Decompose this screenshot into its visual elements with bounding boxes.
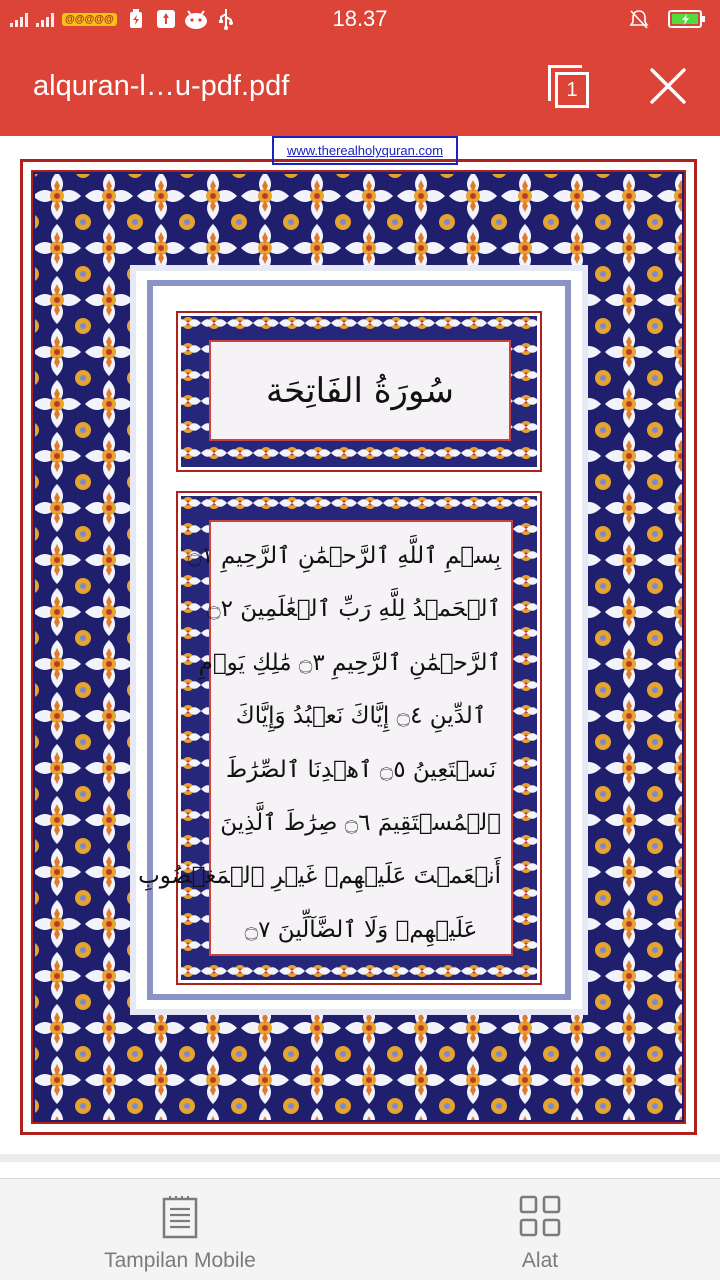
status-bar (0, 0, 720, 38)
document-title: alquran-l…u-pdf.pdf (33, 70, 290, 102)
verse-line: ٱلۡمُسۡتَقِيمَ ۝٦ صِرَٰطَ ٱلَّذِينَ (220, 810, 501, 837)
battery-charging-icon (668, 10, 706, 28)
close-button[interactable] (646, 64, 690, 108)
pdf-page (20, 159, 697, 1135)
verse-line: عَلَيۡهِمۡ وَلَا ٱلضَّآلِّينَ ۝٧ (244, 916, 478, 943)
verses-box (138, 520, 513, 956)
verse-line: بِسۡمِ ٱللَّهِ ٱلرَّحۡمَٰنِ ٱلرَّحِيمِ ۝١ (187, 543, 501, 569)
tools-button[interactable] (480, 1179, 600, 1281)
website-link[interactable]: www.therealholyquran.com (272, 136, 458, 165)
document-lines-icon (162, 1195, 198, 1239)
verse-line: ٱلرَّحۡمَٰنِ ٱلرَّحِيمِ ۝٣ مَٰلِكِ يَوۡمِ (198, 649, 501, 676)
close-icon (646, 64, 690, 108)
mobile-view-label: Tampilan Mobile (104, 1249, 256, 1272)
page-separator (0, 1154, 720, 1162)
surah-title: سُورَةُ الفَاتِحَة (265, 370, 455, 411)
mobile-view-button[interactable] (90, 1179, 270, 1281)
surah-title-box (209, 340, 511, 441)
verse-line: نَسۡتَعِينُ ۝٥ ٱهۡدِنَا ٱلصِّرَٰطَ (225, 756, 497, 783)
silent-bell-icon (628, 8, 650, 30)
pages-button[interactable] (542, 62, 594, 114)
grid-icon (519, 1195, 561, 1237)
bottom-toolbar (0, 1178, 720, 1280)
verse-line: أَنۡعَمۡتَ عَلَيۡهِمۡ غَيۡرِ ٱلۡمَغۡضُوبِ (138, 863, 501, 890)
page-count: 1 (555, 72, 589, 108)
verse-line: ٱلۡحَمۡدُ لِلَّهِ رَبِّ ٱلۡعَٰلَمِينَ ۝٢ (207, 596, 501, 623)
status-time: 18.37 (332, 6, 388, 31)
status-icons-right (628, 6, 706, 32)
verse-line: ٱلدِّينِ ۝٤ إِيَّاكَ نَعۡبُدُ وَإِيَّاكَ (235, 703, 487, 730)
tools-label: Alat (521, 1249, 559, 1272)
app-bar (0, 38, 720, 136)
pdf-viewer[interactable] (0, 136, 720, 1178)
carrier-badge-icon: @@@@@ (62, 13, 117, 26)
